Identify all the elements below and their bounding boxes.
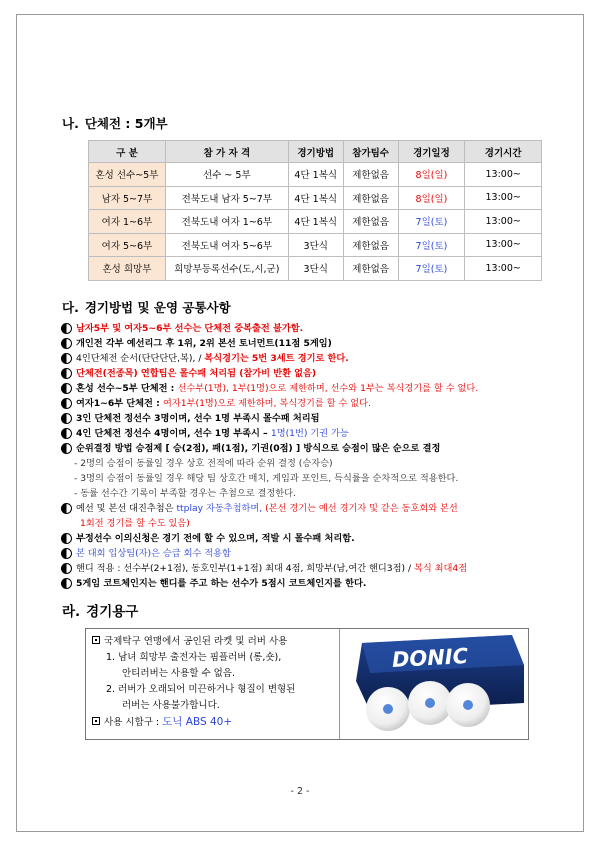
donic-ball-box-illustration: [340, 629, 528, 739]
list-item: [60, 546, 560, 561]
note-highlight: 선수부(1명), 1부(1명)으로 제한하며, 선수와 1부는 복식경기를 할 수 없다.: [177, 383, 479, 394]
section-na-number: 나.: [62, 116, 79, 131]
page-number: - 2 -: [290, 786, 310, 797]
half-circle-bullet-icon: [61, 428, 72, 439]
list-item: [60, 426, 560, 441]
note-highlight: 여자1부(1명)으로 제한하며, 복식경기를 할 수 없다.: [163, 398, 371, 409]
table-cell-category: 남자 5~7부: [89, 186, 166, 210]
note-highlight: 복식 최대4점: [414, 563, 468, 574]
note-text: 부정선수 이의신청은 경기 전에 할 수 있으며, 적발 시 몰수패 처리함.: [76, 533, 355, 544]
table-cell: 제한없음: [343, 210, 398, 234]
equipment-text: [86, 629, 340, 739]
table-header-cell: 참가팀수: [343, 141, 398, 163]
half-circle-bullet-icon: [61, 503, 72, 514]
note-highlight: ttplay 자동추첨하며,: [176, 503, 266, 514]
ball-logo-mark-icon: [463, 700, 473, 710]
table-row: [89, 210, 542, 234]
notes-list: [60, 321, 560, 591]
table-cell: 제한없음: [343, 233, 398, 257]
equipment-line: 러버는 사용불가합니다.: [122, 700, 220, 711]
half-circle-bullet-icon: [61, 353, 72, 364]
note-text: 4인 단체전 정선수 4명이며, 선수 1명 부족시 –: [76, 428, 271, 439]
half-circle-bullet-icon: [61, 563, 72, 574]
table-header-cell: 참 가 자 격: [165, 141, 288, 163]
table-cell-date: 7일(토): [398, 233, 465, 257]
note-text: 3인 단체전 정선수 3명이며, 선수 1명 부족시 몰수패 처리됨: [76, 413, 320, 424]
note-text: 5게임 코트체인지는 핸디를 주고 하는 선수가 5점시 코트체인지를 한다.: [76, 578, 367, 589]
ball-product-image: [340, 629, 528, 739]
square-bullet-icon: [92, 717, 100, 725]
equipment-line-text: 사용 시합구 :: [104, 717, 163, 728]
schedule-table-wrap: [88, 140, 542, 281]
schedule-table: [88, 140, 542, 281]
section-da-heading: [62, 298, 231, 316]
table-header-cell: 경기일정: [398, 141, 465, 163]
note-sub-item: - 2명의 승점이 동률일 경우 상호 전적에 따라 순위 결정 (승자승): [74, 458, 333, 469]
section-na-heading: [62, 114, 168, 132]
half-circle-bullet-icon: [61, 368, 72, 379]
list-item: [60, 441, 560, 456]
note-text: 개인전 각부 예선리그 후 1위, 2위 본선 토너먼트(11점 5게임): [76, 338, 332, 349]
table-cell: 3단식: [288, 257, 343, 281]
note-text: 4인단체전 순서(단단단단,복), /: [76, 353, 205, 364]
section-na-title: 단체전 : 5개부: [84, 116, 168, 131]
list-item: [60, 351, 560, 366]
table-header-cell: 구 분: [89, 141, 166, 163]
half-circle-bullet-icon: [61, 398, 72, 409]
section-ra-number: 라.: [62, 604, 81, 620]
table-cell: 전북도내 여자 5~6부: [165, 233, 288, 257]
square-bullet-icon: [92, 636, 100, 644]
table-cell-category: 여자 1~6부: [89, 210, 166, 234]
table-cell: 13:00~: [465, 210, 542, 234]
list-item: [60, 561, 560, 576]
table-cell: 선수 ~ 5부: [165, 163, 288, 187]
equipment-line: [92, 714, 333, 731]
table-cell: 13:00~: [465, 163, 542, 187]
equipment-ball-name: 도닉 ABS 40+: [162, 716, 233, 728]
note-highlight: 1명(1번) 기권 가능: [270, 428, 349, 439]
half-circle-bullet-icon: [61, 533, 72, 544]
ball-logo-mark-icon: [425, 698, 435, 708]
note-text: 혼성 선수~5부 단체전 :: [76, 383, 178, 394]
table-cell-date: 8일(일): [398, 186, 465, 210]
table-header-cell: 경기시간: [465, 141, 542, 163]
equipment-line: [92, 634, 333, 650]
note-highlight: 복식경기는 5번 3세트 경기로 한다.: [204, 353, 349, 364]
note-text: 핸디 적용 : 선수부(2+1점), 동호인부(1+1점) 최대 4점, 희망부(남,여간 핸디3점) /: [76, 563, 415, 574]
table-row: [89, 163, 542, 187]
table-cell: 제한없음: [343, 163, 398, 187]
equipment-line: 2. 러버가 오래되어 미끈하거나 형질이 변형된: [106, 684, 296, 695]
equipment-line: 1. 남녀 희망부 출전자는 핌플러버 (롱,숏),: [106, 652, 282, 663]
table-cell-category: 혼성 선수~5부: [89, 163, 166, 187]
table-cell: 4단 1복식: [288, 186, 343, 210]
table-cell-category: 여자 5~6부: [89, 233, 166, 257]
list-item: [60, 336, 560, 351]
note-sub-item: - 3명의 승점이 동률일 경우 해당 팀 상호간 매치, 게임과 포인트, 득식률을 순차적으로 적용한다.: [74, 473, 459, 484]
list-item: [60, 501, 560, 516]
ball-logo-mark-icon: [383, 704, 393, 714]
table-row: [89, 233, 542, 257]
half-circle-bullet-icon: [61, 323, 72, 334]
table-cell: 13:00~: [465, 233, 542, 257]
list-item: [60, 381, 560, 396]
note-text: 단체전(전종목) 연합팀은 몰수패 처리됨 (참가비 반환 없음): [76, 368, 317, 379]
table-header-row: [89, 141, 542, 163]
note-text: 본 대회 입상팀(자)은 승급 회수 적용함: [76, 548, 231, 559]
list-item: [60, 531, 560, 546]
list-item: [60, 366, 560, 381]
section-ra-title: 경기용구: [86, 604, 139, 620]
section-ra-heading: [62, 600, 138, 620]
table-row: [89, 257, 542, 281]
note-text: 예선 및 본선 대진추첨은: [76, 503, 177, 514]
table-cell: 3단식: [288, 233, 343, 257]
table-cell: 제한없음: [343, 257, 398, 281]
table-row: [89, 186, 542, 210]
table-cell-date: 7일(토): [398, 210, 465, 234]
section-da-title: 경기방법 및 운영 공통사항: [84, 300, 231, 315]
table-cell-date: 7일(토): [398, 257, 465, 281]
donic-brand-logo: DONIC: [391, 644, 469, 672]
table-cell: 제한없음: [343, 186, 398, 210]
list-item: [60, 576, 560, 591]
note-sub-item: - 동률 선수간 기록이 부족할 경우는 추첨으로 결정한다.: [74, 488, 296, 499]
table-cell: 13:00~: [465, 257, 542, 281]
list-item: [60, 411, 560, 426]
table-cell: 4단 1복식: [288, 163, 343, 187]
table-cell-date: 8일(일): [398, 163, 465, 187]
note-text: 남자5부 및 여자5~6부 선수는 단체전 중복출전 불가함.: [76, 323, 304, 334]
note-highlight: (본선 경기는 예선 경기자 및 같은 동호회와 본선: [265, 503, 458, 514]
table-header-cell: 경기방법: [288, 141, 343, 163]
table-cell: 희망부등록선수(도,시,군): [165, 257, 288, 281]
equipment-line-text: 국제탁구 연맹에서 공인된 라켓 및 러버 사용: [104, 636, 288, 647]
half-circle-bullet-icon: [61, 383, 72, 394]
half-circle-bullet-icon: [61, 413, 72, 424]
note-text: 순위결정 방법 승점제 [ 승(2점), 패(1점), 기권(0점) ] 방식으로 승점이 많은 순으로 결정: [76, 443, 441, 454]
table-cell: 13:00~: [465, 186, 542, 210]
note-text: 여자1~6부 단체전 :: [76, 398, 164, 409]
equipment-line: 안티러버는 사용할 수 없음.: [122, 668, 236, 679]
table-cell: 4단 1복식: [288, 210, 343, 234]
table-cell: 전북도내 여자 1~6부: [165, 210, 288, 234]
equipment-box: [85, 628, 529, 740]
note-continuation: 1회전 경기를 할 수도 있음): [80, 518, 190, 529]
half-circle-bullet-icon: [61, 578, 72, 589]
half-circle-bullet-icon: [61, 443, 72, 454]
half-circle-bullet-icon: [61, 548, 72, 559]
table-cell: 전북도내 남자 5~7부: [165, 186, 288, 210]
list-item: [60, 321, 560, 336]
half-circle-bullet-icon: [61, 338, 72, 349]
table-cell-category: 혼성 희망부: [89, 257, 166, 281]
list-item: [60, 396, 560, 411]
section-da-number: 다.: [62, 300, 79, 315]
